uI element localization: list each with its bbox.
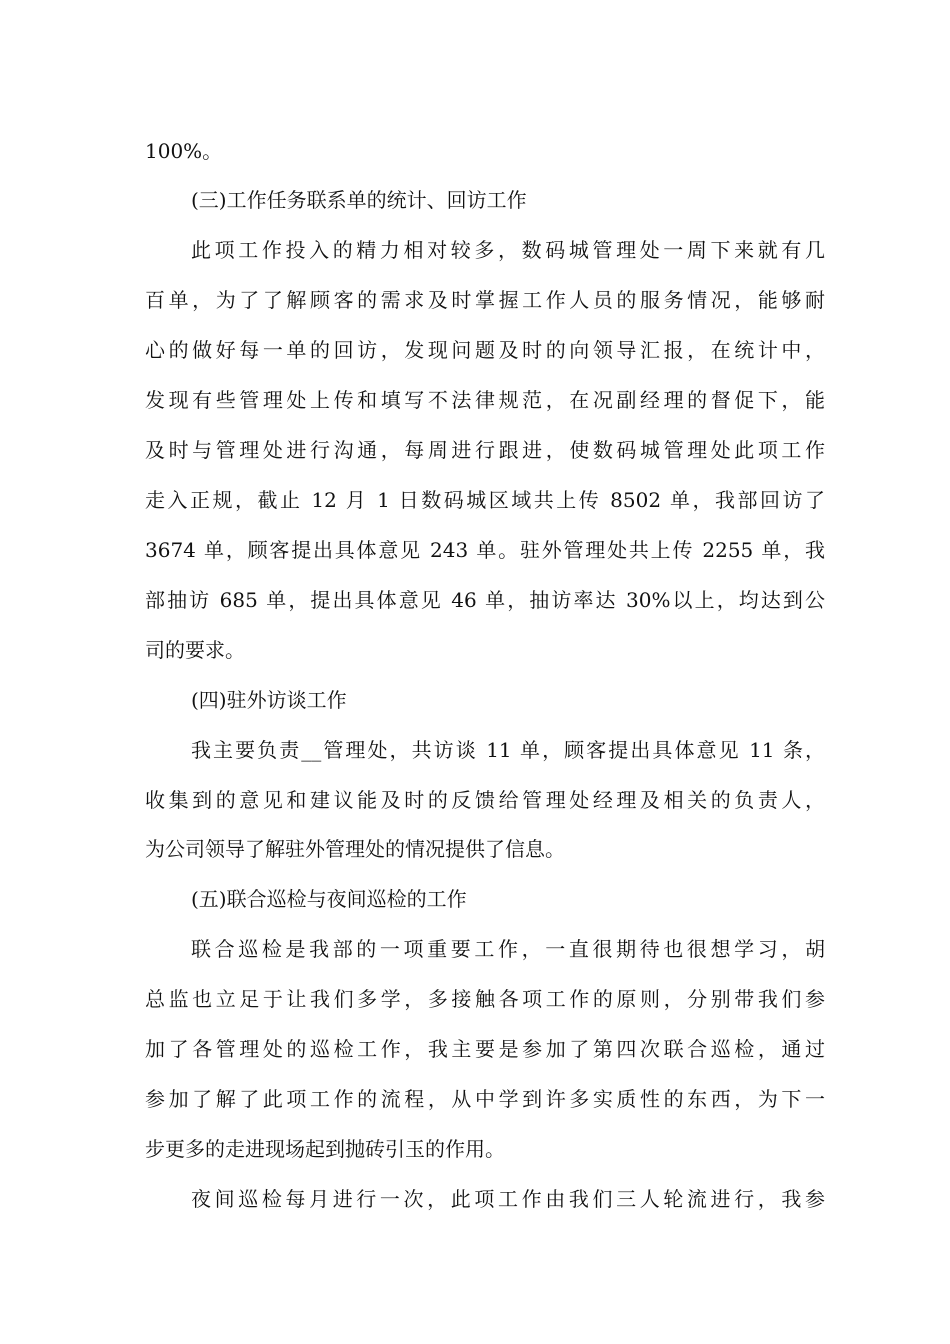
text-line: 此项工作投入的精力相对较多，数码城管理处一周下来就有几: [191, 238, 825, 262]
section-heading: (四)驻外访谈工作: [191, 688, 347, 712]
text-line: 夜间巡检每月进行一次，此项工作由我们三人轮流进行，我参: [191, 1187, 825, 1211]
text-line: 为公司领导了解驻外管理处的情况提供了信息。: [145, 837, 565, 861]
text-line: 加了各管理处的巡检工作，我主要是参加了第四次联合巡检，通过: [145, 1037, 825, 1061]
text-line: 百单，为了了解顾客的需求及时掌握工作人员的服务情况，能够耐: [145, 288, 825, 312]
text-line: 收集到的意见和建议能及时的反馈给管理处经理及相关的负责人，: [145, 788, 825, 812]
text-line: 走入正规，截止 12 月 1 日数码城区域共上传 8502 单，我部回访了: [145, 488, 825, 512]
text-line: 司的要求。: [145, 638, 245, 662]
text-line: 总监也立足于让我们多学，多接触各项工作的原则，分别带我们参: [145, 987, 825, 1011]
text-line: 我主要负责__管理处，共访谈 11 单，顾客提出具体意见 11 条，: [191, 738, 825, 762]
text-line: 发现有些管理处上传和填写不法律规范，在况副经理的督促下，能: [145, 388, 825, 412]
text-line: 步更多的走进现场起到抛砖引玉的作用。: [145, 1137, 505, 1161]
section-heading: (三)工作任务联系单的统计、回访工作: [191, 188, 527, 212]
text-line: 联合巡检是我部的一项重要工作，一直很期待也很想学习，胡: [191, 937, 825, 961]
text-line: 及时与管理处进行沟通，每周进行跟进，使数码城管理处此项工作: [145, 438, 825, 462]
text-line: 100%。: [145, 139, 223, 163]
text-line: 参加了解了此项工作的流程，从中学到许多实质性的东西，为下一: [145, 1087, 825, 1111]
text-line: 部抽访 685 单，提出具体意见 46 单，抽访率达 30%以上，均达到公: [145, 588, 825, 612]
text-line: 3674 单，顾客提出具体意见 243 单。驻外管理处共上传 2255 单，我: [145, 538, 825, 562]
section-heading: (五)联合巡检与夜间巡检的工作: [191, 887, 467, 911]
text-line: 心的做好每一单的回访，发现问题及时的向领导汇报，在统计中，: [145, 338, 825, 362]
